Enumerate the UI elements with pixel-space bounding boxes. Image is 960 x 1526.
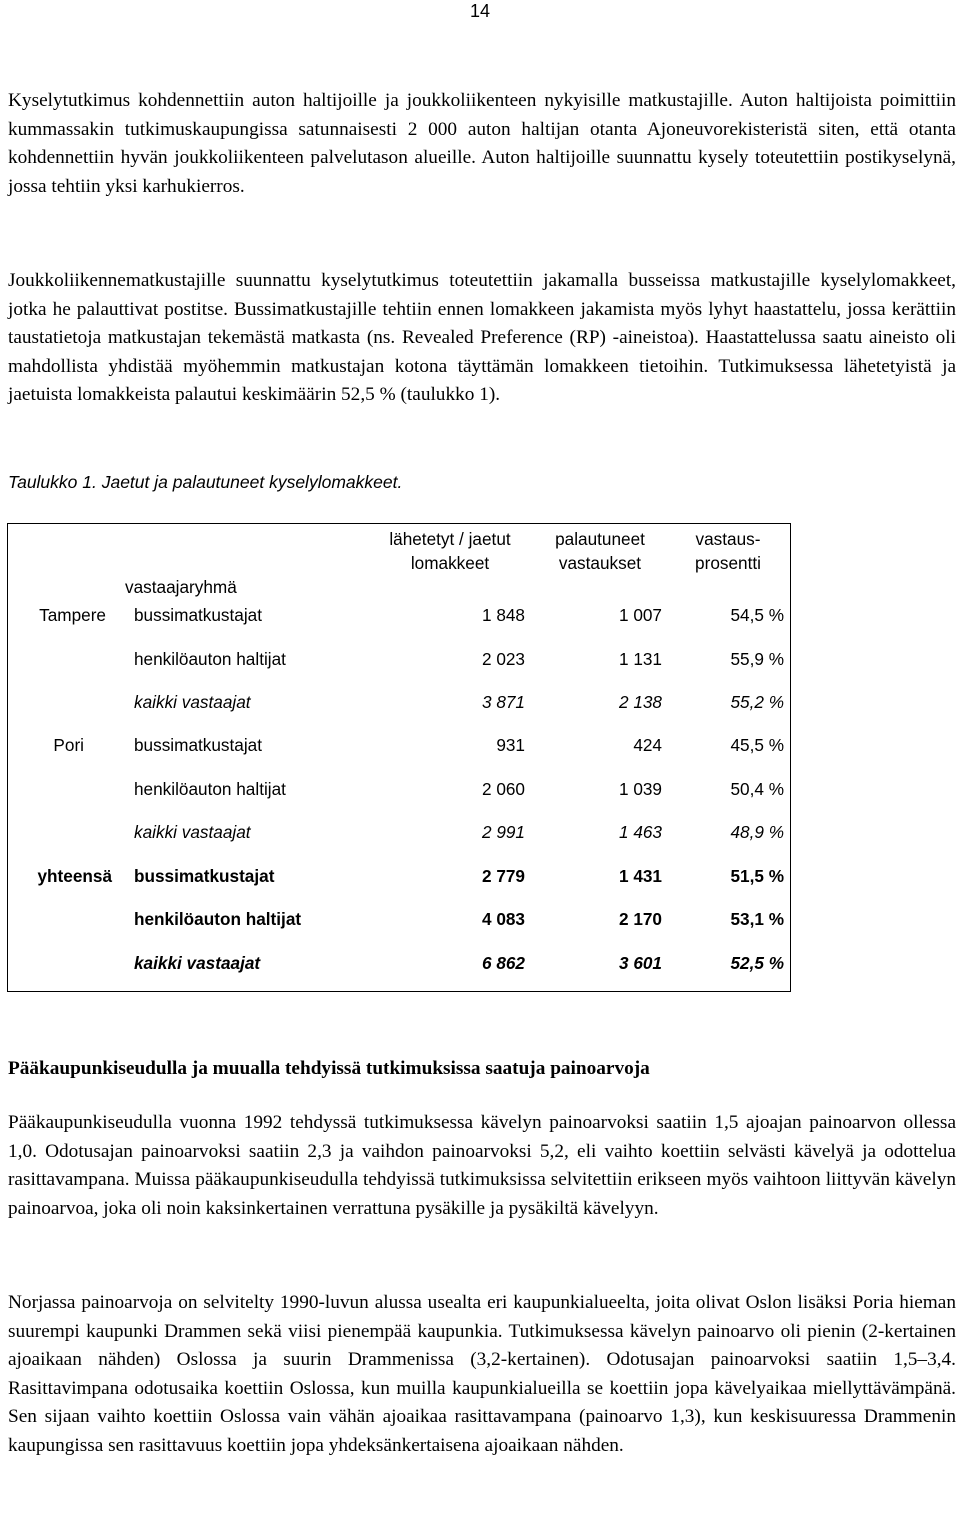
header-returned-line2: vastaukset <box>558 553 642 573</box>
intro-paragraph-1: Kyselytutkimus kohdennettiin auton haltijoille ja joukkoliikenteen nykyisille matkustajille. Auton haltijoista poimittiin kummassakin tutkimuskaupungissa satunnaisesti 2 000 auton haltijan otanta Ajoneuvorekisteristä siten, että otanta kohdennettiin hyvän joukkoliikenteen palvelutason alueille. Auton haltijoille suunnattu kysely toteutettiin postikyselynä, jossa tehtiin yksi karhukierros. <box>8 90 956 197</box>
row-sent: 931 <box>496 735 525 755</box>
row-group: bussimatkustajat <box>134 735 263 755</box>
row-sent: 1 848 <box>481 605 525 625</box>
row-group: bussimatkustajat <box>134 605 263 625</box>
row-sent: 4 083 <box>481 909 525 929</box>
row-returned: 1 007 <box>618 605 662 625</box>
section-heading: Pääkaupunkiseudulla ja muualla tehdyissä tutkimuksissa saatuja painoarvoja <box>8 1058 650 1079</box>
results-table <box>7 523 791 992</box>
row-returned: 2 138 <box>618 692 662 712</box>
row-sent: 2 779 <box>481 866 525 886</box>
header-rate-line1: vastaus- <box>695 529 761 549</box>
row-rate: 54,5 % <box>730 605 784 625</box>
header-sent-line2: lomakkeet <box>410 553 490 573</box>
row-rate: 55,2 % <box>730 692 784 712</box>
row-sent: 6 862 <box>481 953 525 973</box>
section-paragraph-2: Norjassa painoarvoja on selvitelty 1990-luvun alussa usealta eri kaupunkialueelta, joita olivat Oslon lisäksi Poria hieman suurempi kaupunki Drammen sekä viisi pienempää kaupunkia. Tutkimuksessa kävelyn painoarvo oli pienin (2-kertainen ajoaikaan nähden) Oslossa ja suurin Drammenissa (3,2-kertainen). Odotusajan painoarvoksi saatiin 1,5–3,4. Rasittavimpana odotusaika koettiin Oslossa, kun muilla kaupunkialueilla se koettiin jopa kävelyaikaa miellyttävämpänä. Sen sijaan vaihto koettiin Oslossa vain vähän ajoaikaa rasittavampana (painoarvo 1,3), kun keskisuuressa Drammenin kaupungissa sen rasittavuus koettiin jopa yhdeksänkertaisena ajoaikaan nähden. <box>8 1292 956 1456</box>
row-returned: 424 <box>633 735 662 755</box>
row-returned: 1 039 <box>618 779 662 799</box>
row-rate: 51,5 % <box>730 866 784 886</box>
page-number: 14 <box>469 1 491 21</box>
row-group: kaikki vastaajat <box>134 692 251 712</box>
table-caption: Taulukko 1. Jaetut ja palautuneet kyselylomakkeet. <box>8 472 403 492</box>
row-returned: 2 170 <box>618 909 662 929</box>
row-rate: 53,1 % <box>730 909 784 929</box>
city-label-total: yhteensä <box>37 866 112 886</box>
row-returned: 1 431 <box>618 866 662 886</box>
row-rate: 52,5 % <box>730 953 784 973</box>
row-group: kaikki vastaajat <box>134 822 251 842</box>
row-rate: 45,5 % <box>730 735 784 755</box>
header-sent-line1: lähetetyt / jaetut <box>389 529 511 549</box>
header-returned-line1: palautuneet <box>555 529 645 549</box>
row-rate: 55,9 % <box>730 649 784 669</box>
row-returned: 1 131 <box>618 649 662 669</box>
row-returned: 1 463 <box>618 822 662 842</box>
city-label-pori: Pori <box>53 735 84 755</box>
row-group: henkilöauton haltijat <box>134 909 302 929</box>
row-sent: 2 060 <box>481 779 525 799</box>
header-rate-line2: prosentti <box>695 553 761 573</box>
row-returned: 3 601 <box>618 953 662 973</box>
row-rate: 48,9 % <box>730 822 784 842</box>
row-group: henkilöauton haltijat <box>134 649 286 669</box>
row-rate: 50,4 % <box>730 779 784 799</box>
header-group: vastaajaryhmä <box>125 577 237 597</box>
row-sent: 3 871 <box>481 692 525 712</box>
section-paragraph-1: Pääkaupunkiseudulla vuonna 1992 tehdyssä tutkimuksessa kävelyn painoarvoksi saatiin 1,5 ajoajan painoarvon ollessa 1,0. Odotusajan painoarvoksi saatiin 2,3 ja vaihdon painoarvoksi 5,2, eli vaihto koettiin selvästi kävelyä ja odottelua rasittavampana. Muissa pääkaupunkiseudulla tehdyissä tutkimuksissa selvitettiin erikseen myös vaihtoon liittyvän kävelyn painoarvoa, joka oli noin kaksinkertainen verrattuna pysäkille ja pysäkiltä kävelyyn. <box>8 1112 956 1219</box>
intro-paragraph-2: Joukkoliikennematkustajille suunnattu kyselytutkimus toteutettiin jakamalla busseissa matkustajille kyselylomakkeet, jotka he palauttivat postitse. Bussimatkustajille tehtiin ennen lomakkeen jakamista myös lyhyt haastattelu, jossa kerättiin taustatietoja matkustajan tekemästä matkasta (ns. Revealed Preference (RP) -aineistoa). Haastattelussa saatu aineisto oli mahdollista yhdistää myöhemmin matkustajan kotona täyttämän lomakkeen tietoihin. Tutkimuksessa lähetetyistä ja jaetuista lomakkeista palautui keskimäärin 52,5 % (taulukko 1). <box>8 270 956 406</box>
row-group: bussimatkustajat <box>134 866 275 886</box>
row-sent: 2 023 <box>481 649 525 669</box>
row-sent: 2 991 <box>481 822 525 842</box>
row-group: kaikki vastaajat <box>134 953 261 973</box>
row-group: henkilöauton haltijat <box>134 779 286 799</box>
city-label-tampere: Tampere <box>39 605 106 625</box>
